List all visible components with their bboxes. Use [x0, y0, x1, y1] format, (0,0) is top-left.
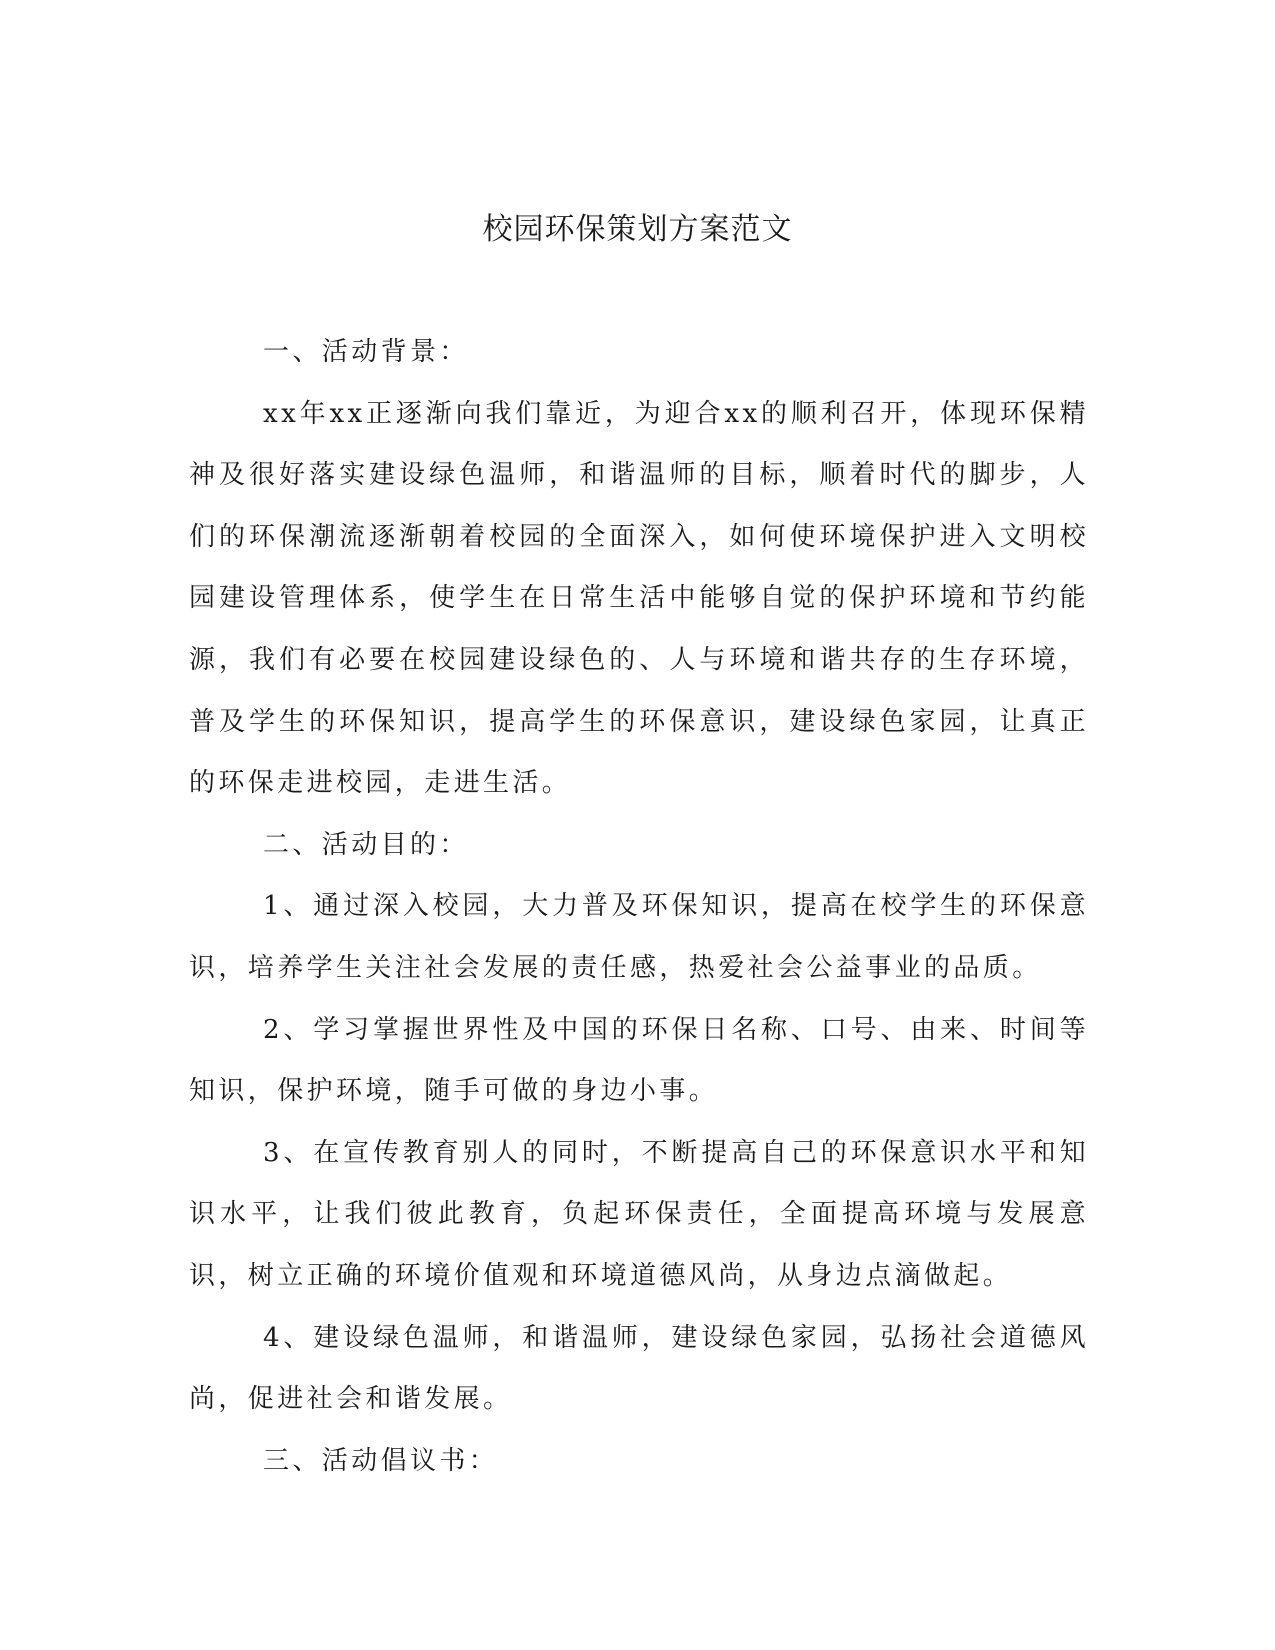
- section-heading-purpose: 二、活动目的：: [263, 829, 469, 860]
- paragraph-background: xx年xx正逐渐向我们靠近，为迎合xx的顺利召开，体现环保精神及很好落实建设绿色温师，和谐温师的目标，顺着时代的脚步，人们的环保潮流逐渐朝着校园的全面深入，如何使环境保护进入文明校园建设管理体系，使学生在日常生活中能够自觉的保护环境和节约能源，我们有必要在校园建设绿色的、人与环境和谐共存的生存环境，普及学生的环保知识，提高学生的环保意识，建设绿色家园，让真正的环保走进校园，走进生活。: [189, 398, 1089, 799]
- document-body: [189, 322, 1089, 1492]
- section-heading-proposal: 三、活动倡议书：: [263, 1445, 499, 1476]
- section-heading-background: 一、活动背景：: [263, 337, 469, 367]
- paragraph-purpose-1: 1、通过深入校园，大力普及环保知识，提高在校学生的环保意识，培养学生关注社会发展的责任感，热爱社会公益事业的品质。: [189, 891, 1089, 983]
- paragraph-purpose-2: 2、学习掌握世界性及中国的环保日名称、口号、由来、时间等知识，保护环境，随手可做的身边小事。: [189, 1014, 1089, 1107]
- paragraph-purpose-3: 3、在宣传教育别人的同时，不断提高自己的环保意识水平和知识水平，让我们彼此教育，负起环保责任，全面提高环境与发展意识，树立正确的环境价值观和环境道德风尚，从身边点滴做起。: [189, 1137, 1089, 1291]
- paragraph-purpose-4: 4、建设绿色温师，和谐温师，建设绿色家园，弘扬社会道德风尚，促进社会和谐发展。: [189, 1322, 1089, 1415]
- document-title: 校园环保策划方案范文: [482, 212, 793, 247]
